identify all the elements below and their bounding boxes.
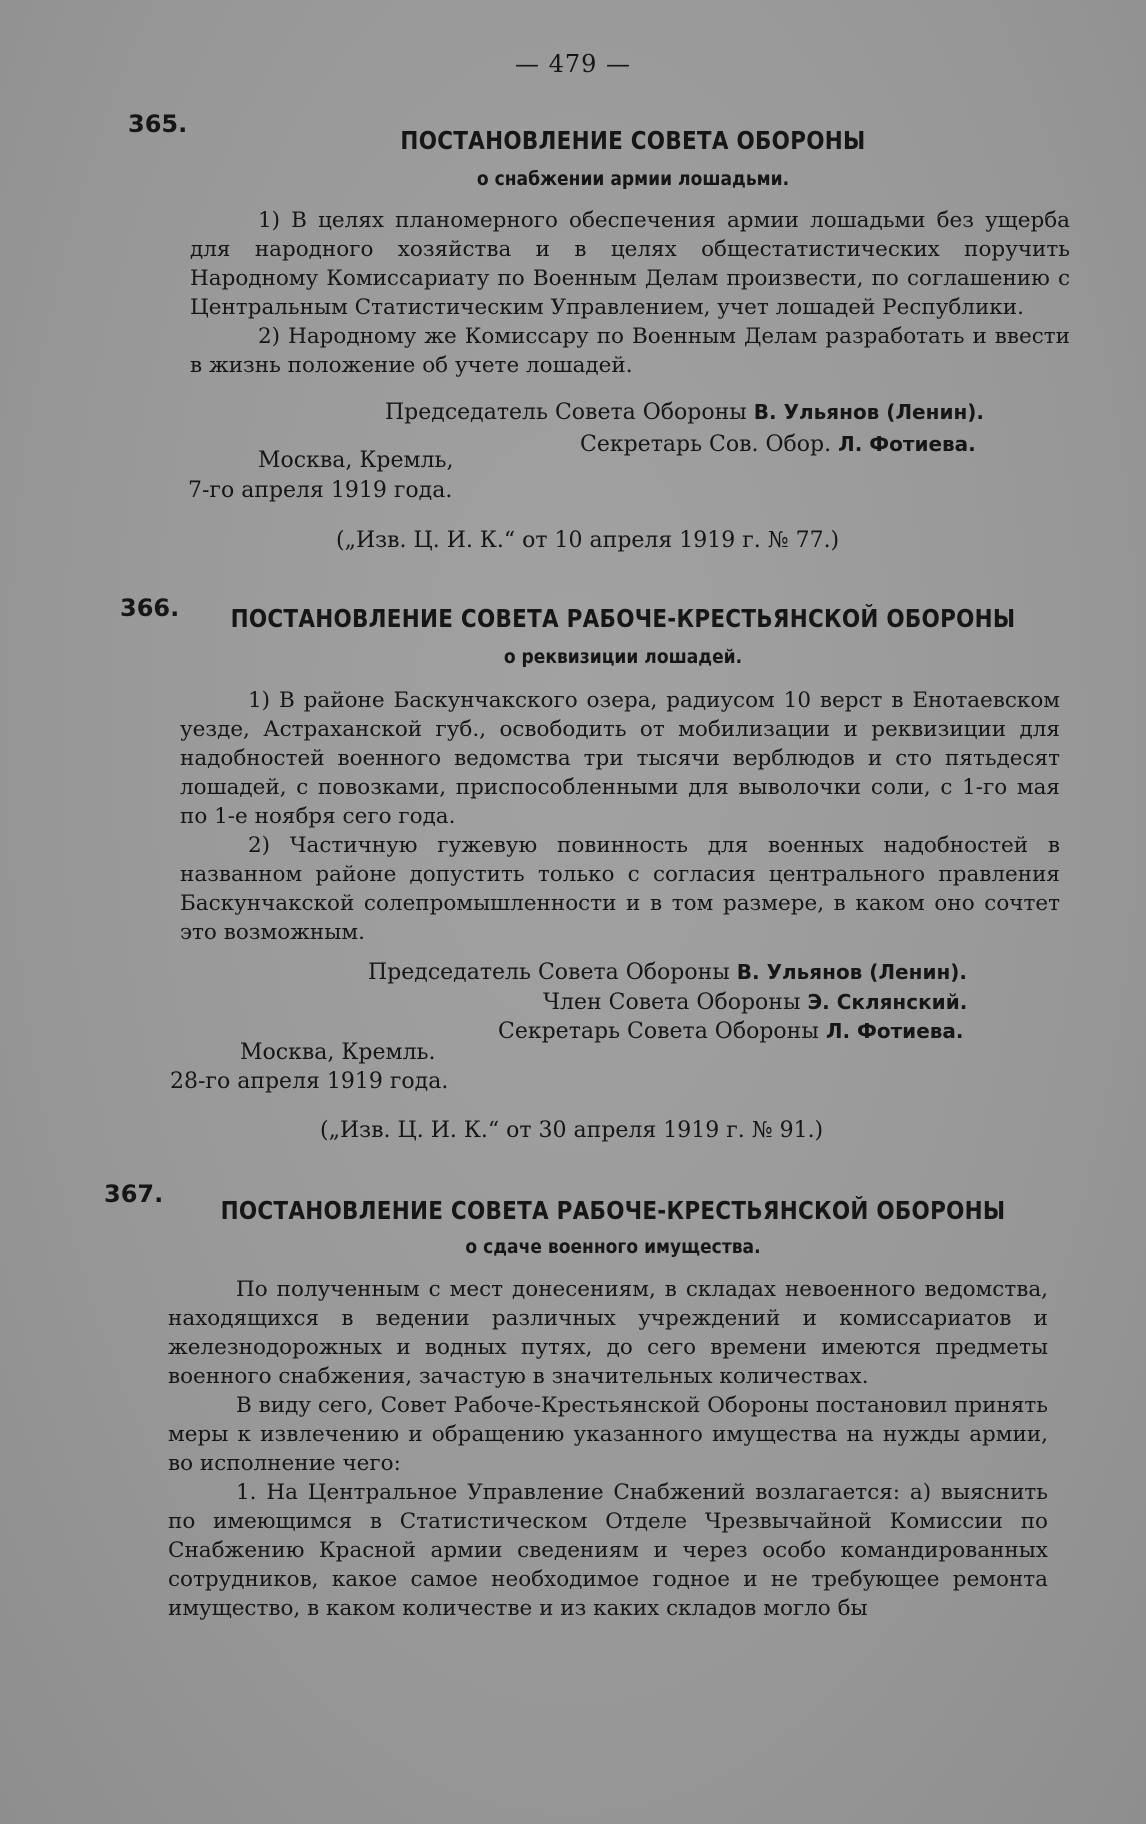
place: Москва, Кремль.: [240, 1040, 436, 1065]
signature-line: [580, 432, 976, 457]
signature-line: [498, 1019, 964, 1044]
signature-role: Председатель Совета Обороны: [385, 400, 747, 425]
section-subtitle: о снабжении армии лошадьми.: [476, 168, 790, 190]
section-body: [180, 686, 1060, 947]
section-title: ПОСТАНОВЛЕНИЕ СОВЕТА РАБОЧЕ-КРЕСТЬЯНСКОЙ ОБОРОНЫ: [220, 1196, 1006, 1225]
paragraph: По полученным с мест донесениям, в складах невоенного ведомства, находящихся в ведении различных учреждений и комиссариатов и железнодорожных и водных путях, до сего времени имеются предметы военного снабжения, зачастую в значительных количествах.: [168, 1277, 1048, 1389]
paragraph: 2) Частичную гужевую повинность для военных надобностей в названном районе допустить только с согласия центрального правления Баскунчакской солепромышленности и в том размере, в каком оно сочтет это возможным.: [180, 833, 1060, 945]
signature-role: Секретарь Сов. Обор.: [580, 432, 832, 457]
section-title: ПОСТАНОВЛЕНИЕ СОВЕТА ОБОРОНЫ: [400, 126, 866, 155]
source-citation: („Изв. Ц. И. К.“ от 30 апреля 1919 г. № 91.): [320, 1118, 824, 1143]
section-subtitle: о реквизиции лошадей.: [503, 646, 743, 668]
signature-name: Э. Склянский.: [807, 990, 968, 1014]
section-number: 366.: [120, 594, 180, 622]
date: 28-го апреля 1919 года.: [170, 1069, 449, 1094]
section-number: 367.: [104, 1180, 164, 1208]
signature-role: Председатель Совета Обороны: [368, 960, 730, 985]
paragraph: 1) В целях планомерного обеспечения армии лошадьми без ущерба для народного хозяйства и в целях общестатистических поручить Народному Комиссариату по Военным Делам произвести, по соглашению с Центральным Статистическим Управлением, учет лошадей Республики.: [190, 208, 1070, 320]
signature-name: Л. Фотиева.: [825, 1019, 964, 1043]
paragraph: В виду сего, Совет Рабоче-Крестьянской Обороны постановил принять меры к извлечению и обращению указанного имущества на нужды армии, во исполнение чего:: [168, 1393, 1048, 1476]
section-body: [190, 206, 1070, 380]
signature-role: Член Совета Обороны: [543, 990, 801, 1015]
signature-line: [543, 990, 967, 1015]
place: Москва, Кремль,: [258, 448, 454, 473]
date: 7-го апреля 1919 года.: [188, 478, 453, 503]
section-title: ПОСТАНОВЛЕНИЕ СОВЕТА РАБОЧЕ-КРЕСТЬЯНСКОЙ ОБОРОНЫ: [230, 604, 1016, 633]
signature-line: [368, 960, 967, 985]
signature-line: [385, 400, 984, 425]
paragraph: 1. На Центральное Управление Снабжений возлагается: а) выяснить по имеющимся в Статистическом Отделе Чрезвычайной Комиссии по Снабжению Красной армии сведениям и через особо командированных сотрудников, какое самое необходимое годное и не требующее ремонта имущество, в каком количестве и из каких складов могло бы: [168, 1480, 1048, 1621]
signature-name: В. Ульянов (Ленин).: [753, 400, 985, 424]
paragraph: 2) Народному же Комиссару по Военным Делам разработать и ввести в жизнь положение об учете лошадей.: [190, 324, 1070, 378]
section-number: 365.: [128, 110, 188, 138]
page-number: — 479 —: [514, 50, 632, 78]
section-subtitle: о сдаче военного имущества.: [465, 1236, 761, 1258]
signature-name: В. Ульянов (Ленин).: [736, 960, 968, 984]
signature-role: Секретарь Совета Обороны: [498, 1019, 819, 1044]
signature-name: Л. Фотиева.: [838, 432, 976, 456]
paragraph: 1) В районе Баскунчакского озера, радиусом 10 верст в Енотаевском уезде, Астраханской губ., освободить от мобилизации и реквизиции для надобностей военного ведомства три тысячи верблюдов и сто пятьдесят лошадей, с повозками, приспособленными для выволочки соли, с 1-го мая по 1-е ноября сего года.: [180, 688, 1060, 829]
section-body: [168, 1275, 1048, 1623]
source-citation: („Изв. Ц. И. К.“ от 10 апреля 1919 г. № 77.): [336, 528, 840, 553]
